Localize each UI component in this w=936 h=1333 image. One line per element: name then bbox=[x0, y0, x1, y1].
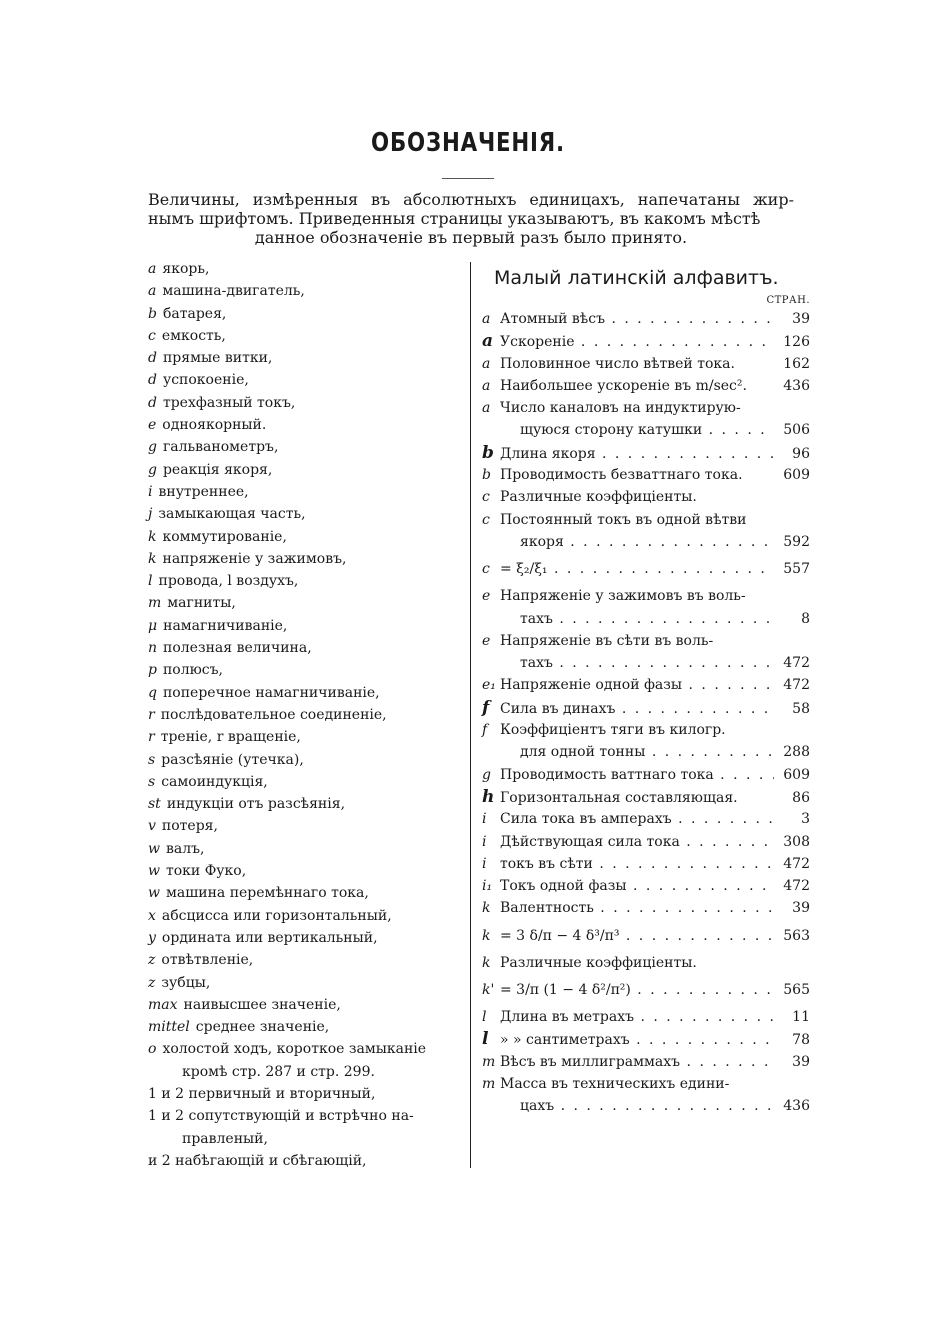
entry-symbol: c bbox=[482, 511, 490, 528]
entry-page: 563 bbox=[783, 927, 810, 944]
entry-description: для одной тонны . . . bbox=[500, 741, 774, 763]
entry-symbol: c bbox=[482, 489, 490, 506]
entry-symbol: h bbox=[482, 786, 495, 807]
entry-page: 557 bbox=[783, 561, 810, 578]
page-title: ОБОЗНАЧЕНІЯ. bbox=[371, 128, 565, 158]
symbol-meaning: послѣдовательное соединеніе, bbox=[160, 706, 387, 723]
entry-description: Горизонтальная составляющая. bbox=[500, 789, 738, 806]
entry-page: 609 bbox=[783, 766, 810, 783]
left-list-item bbox=[148, 749, 468, 771]
entry-symbol: k bbox=[482, 900, 491, 917]
symbol: c bbox=[148, 327, 156, 344]
entry-description: якоря . . . bbox=[500, 531, 774, 553]
symbol: k bbox=[148, 550, 157, 567]
left-list-item bbox=[148, 1016, 468, 1038]
left-list-item bbox=[148, 503, 468, 525]
entry-symbol: a bbox=[482, 355, 491, 372]
entry-symbol: g bbox=[482, 766, 491, 783]
symbol-meaning: успокоеніе, bbox=[162, 372, 249, 389]
entry-description: Коэффиціентъ тяги въ килогр. bbox=[500, 722, 726, 739]
entry-page: 86 bbox=[792, 789, 810, 806]
left-list-item bbox=[148, 905, 468, 927]
symbol: o bbox=[148, 1041, 157, 1058]
notation-entry bbox=[482, 442, 810, 464]
symbol-meaning: разсѣяніе (утечка), bbox=[161, 751, 304, 768]
entry-page: 472 bbox=[783, 878, 810, 895]
left-list-item bbox=[148, 369, 468, 391]
entry-page: 308 bbox=[783, 833, 810, 850]
entry-symbol: a bbox=[482, 311, 491, 327]
entry-page: 592 bbox=[783, 533, 810, 550]
notation-entry bbox=[482, 1095, 810, 1117]
entry-symbol: k' bbox=[482, 982, 495, 999]
left-list-item bbox=[148, 704, 468, 726]
symbol-meaning: кромѣ стр. 287 и стр. 299. bbox=[182, 1063, 375, 1080]
entry-description: = 3 δ/π − 4 δ³/π³ . . . bbox=[500, 920, 774, 952]
entry-page: 126 bbox=[783, 334, 810, 351]
notation-entry bbox=[482, 486, 810, 508]
left-list-item bbox=[148, 303, 468, 325]
entry-symbol: a bbox=[482, 331, 494, 352]
symbol: d bbox=[148, 372, 157, 389]
symbol-meaning: абсцисса или горизонтальный, bbox=[161, 907, 392, 924]
entry-description: = ξ₂/ξ₁ . . . bbox=[500, 553, 774, 585]
symbol-meaning: зубцы, bbox=[161, 974, 211, 991]
symbol-meaning: намагничиваніе, bbox=[163, 617, 288, 634]
symbol: μ bbox=[148, 617, 158, 634]
symbol-meaning: прямые витки, bbox=[162, 350, 273, 367]
entry-symbol: e₁ bbox=[482, 677, 496, 694]
notation-entry bbox=[482, 719, 810, 741]
notation-entry bbox=[482, 553, 810, 585]
entry-page: 8 bbox=[801, 610, 810, 627]
entry-description: » » сантиметрахъ . . . bbox=[500, 1029, 774, 1051]
entry-description: Токъ одной фазы . . . bbox=[500, 875, 774, 897]
entry-description: Различные коэффиціенты. bbox=[500, 489, 697, 506]
symbol: e bbox=[148, 417, 157, 434]
entry-symbol: m bbox=[482, 1075, 496, 1092]
entry-description: Напряженіе въ сѣти въ воль- bbox=[500, 632, 714, 649]
symbol: s bbox=[148, 751, 156, 768]
left-list-item bbox=[148, 1061, 468, 1083]
symbol: r bbox=[148, 729, 155, 746]
symbol-meaning: машина-двигатель, bbox=[162, 283, 305, 300]
left-list-item bbox=[148, 771, 468, 793]
left-list-item bbox=[148, 392, 468, 414]
left-list-item bbox=[148, 994, 468, 1016]
entry-page: 565 bbox=[783, 982, 810, 999]
entry-description: = 3/π (1 − 4 δ²/π²) . . . bbox=[500, 974, 774, 1006]
symbol-meaning: полюсъ, bbox=[162, 662, 224, 679]
entry-page: 472 bbox=[783, 677, 810, 694]
entry-symbol: f bbox=[482, 722, 488, 739]
notation-entry bbox=[482, 808, 810, 830]
entry-page: 39 bbox=[792, 1053, 810, 1070]
entry-page: 96 bbox=[792, 445, 810, 462]
entry-page: 436 bbox=[783, 377, 810, 394]
symbol: b bbox=[148, 305, 157, 322]
entry-symbol: a bbox=[482, 400, 491, 417]
symbol-meaning: самоиндукція, bbox=[161, 773, 268, 790]
symbol: d bbox=[148, 394, 157, 411]
symbol: l bbox=[148, 573, 153, 590]
symbol: n bbox=[148, 640, 158, 657]
entry-page: 162 bbox=[783, 355, 810, 372]
right-column bbox=[482, 262, 810, 1118]
entry-page: 11 bbox=[792, 1009, 810, 1026]
symbol-meaning: наивысшее значеніе, bbox=[183, 996, 341, 1013]
entry-description: Длина якоря . . . bbox=[500, 443, 774, 465]
entry-description: Ускореніе . . . bbox=[500, 331, 774, 353]
symbol-meaning: и 2 набѣгающій и сбѣгающій, bbox=[148, 1152, 367, 1169]
symbol: w bbox=[148, 885, 160, 902]
symbol-meaning: якорь, bbox=[162, 261, 210, 277]
left-list-item bbox=[148, 659, 468, 681]
entry-description: Постоянный токъ въ одной вѣтви bbox=[500, 511, 747, 528]
entry-page: 609 bbox=[783, 467, 810, 484]
symbol: r bbox=[148, 706, 155, 723]
left-list-item bbox=[148, 347, 468, 369]
symbol: s bbox=[148, 773, 156, 790]
entry-page: 39 bbox=[792, 311, 810, 327]
entry-symbol: b bbox=[482, 442, 494, 463]
entry-description: Валентность . . . bbox=[500, 897, 774, 919]
notation-entry bbox=[482, 897, 810, 919]
entry-symbol: l bbox=[482, 1029, 489, 1050]
notation-entry bbox=[482, 697, 810, 719]
entry-description: Вѣсъ въ миллиграммахъ . . . bbox=[500, 1051, 774, 1073]
notation-entry bbox=[482, 920, 810, 952]
intro-line-2: нымъ шрифтомъ. Приведенныя страницы указываютъ, въ какомъ мѣстѣ bbox=[148, 209, 761, 228]
symbol: i bbox=[148, 483, 153, 500]
notation-entry bbox=[482, 952, 810, 974]
entry-symbol: l bbox=[482, 1009, 487, 1026]
notation-entry bbox=[482, 764, 810, 786]
left-list-item bbox=[148, 548, 468, 570]
symbol-meaning: потеря, bbox=[161, 818, 218, 835]
notation-entry bbox=[482, 1028, 810, 1050]
entry-page: 506 bbox=[783, 422, 810, 439]
symbol: a bbox=[148, 283, 157, 300]
symbol-meaning: валъ, bbox=[165, 840, 205, 857]
left-list-item bbox=[148, 882, 468, 904]
section-heading: Малый латинскій алфавитъ. bbox=[494, 267, 779, 289]
entry-description: токъ въ сѣти . . . bbox=[500, 853, 774, 875]
entry-symbol: e bbox=[482, 632, 491, 649]
symbol-meaning: среднее значеніе, bbox=[195, 1019, 330, 1036]
symbol-meaning: отвѣтвленіе, bbox=[161, 952, 254, 969]
left-list-item bbox=[148, 949, 468, 971]
left-list-item bbox=[148, 1083, 468, 1105]
left-list-item bbox=[148, 258, 468, 280]
intro-line-1: Величины, измѣренныя въ абсолютныхъ единицахъ, напечатаны жир- bbox=[148, 190, 794, 209]
entry-page: 78 bbox=[792, 1032, 810, 1049]
symbol-meaning: 1 и 2 сопутствующій и встрѣчно на- bbox=[148, 1108, 414, 1125]
entry-page: 3 bbox=[801, 811, 810, 828]
entry-page: 58 bbox=[792, 700, 810, 717]
symbol: q bbox=[148, 684, 157, 701]
symbol-meaning: ордината или вертикальный, bbox=[161, 929, 378, 946]
symbol-meaning: батарея, bbox=[162, 305, 227, 322]
page-column-header: СТРАН. bbox=[766, 295, 810, 306]
left-list-item bbox=[148, 481, 468, 503]
left-list-item bbox=[148, 1128, 468, 1150]
symbol: z bbox=[148, 952, 156, 969]
intro-paragraph bbox=[148, 190, 794, 247]
entry-description: Масса въ техническихъ едини- bbox=[500, 1075, 730, 1092]
symbol-meaning: токи Фуко, bbox=[165, 863, 247, 880]
symbol-meaning: напряженіе у зажимовъ, bbox=[162, 550, 347, 567]
entry-symbol: i₁ bbox=[482, 878, 493, 895]
entry-description: цахъ . . . bbox=[500, 1095, 774, 1117]
left-list-item bbox=[148, 860, 468, 882]
entry-description: Атомный вѣсъ . . . bbox=[500, 308, 774, 330]
symbol-meaning: магниты, bbox=[167, 595, 236, 612]
symbol: m bbox=[148, 595, 162, 612]
left-list-item bbox=[148, 615, 468, 637]
notation-entry bbox=[482, 974, 810, 1006]
entry-description: Различные коэффиціенты. bbox=[500, 954, 697, 971]
entry-symbol: i bbox=[482, 855, 487, 872]
entry-description: Наибольшее ускореніе въ m/sec². bbox=[500, 377, 747, 394]
symbol-meaning: поперечное намагничиваніе, bbox=[162, 684, 380, 701]
entry-page: 288 bbox=[783, 744, 810, 761]
entry-page: 472 bbox=[783, 855, 810, 872]
left-list-item bbox=[148, 726, 468, 748]
entry-description: Напряженіе одной фазы . . . bbox=[500, 674, 774, 696]
symbol: p bbox=[148, 662, 157, 679]
entry-description: тахъ . . . bbox=[500, 652, 774, 674]
symbol: j bbox=[148, 506, 153, 523]
notation-entry bbox=[482, 1006, 810, 1028]
left-list-item bbox=[148, 838, 468, 860]
left-list-item bbox=[148, 325, 468, 347]
symbol-meaning: полезная величина, bbox=[163, 640, 312, 657]
entry-description: Сила въ динахъ . . . bbox=[500, 698, 774, 720]
symbol: g bbox=[148, 439, 157, 456]
symbol-meaning: треніе, r вращеніе, bbox=[160, 729, 301, 746]
left-symbol-list bbox=[148, 258, 468, 1172]
notation-entry bbox=[482, 419, 810, 441]
intro-line-3: данное обозначеніе въ первый разъ было принято. bbox=[254, 228, 688, 247]
symbol: w bbox=[148, 840, 160, 857]
symbol: a bbox=[148, 261, 157, 277]
entry-description: Сила тока въ амперахъ . . . bbox=[500, 808, 774, 830]
notation-entry bbox=[482, 531, 810, 553]
entry-description: Длина въ метрахъ . . . bbox=[500, 1006, 774, 1028]
notation-entry bbox=[482, 353, 810, 375]
entry-description: Число каналовъ на индуктирую- bbox=[500, 400, 741, 417]
notation-entry bbox=[482, 786, 810, 808]
left-list-item bbox=[148, 436, 468, 458]
left-list-item bbox=[148, 414, 468, 436]
notation-entry bbox=[482, 1051, 810, 1073]
notation-entry bbox=[482, 375, 810, 397]
entry-symbol: c bbox=[482, 561, 490, 578]
entry-description: Дѣйствующая сила тока . . . bbox=[500, 831, 774, 853]
symbol: z bbox=[148, 974, 156, 991]
left-list-item bbox=[148, 815, 468, 837]
notation-entry bbox=[482, 308, 810, 330]
symbol-meaning: 1 и 2 первичный и вторичный, bbox=[148, 1085, 376, 1102]
entry-symbol: k bbox=[482, 954, 491, 971]
left-list-item bbox=[148, 972, 468, 994]
entry-symbol: f bbox=[482, 697, 490, 718]
entry-list bbox=[482, 308, 810, 1118]
notation-entry bbox=[482, 397, 810, 419]
left-list-item bbox=[148, 793, 468, 815]
notation-entry bbox=[482, 674, 810, 696]
symbol-meaning: внутреннее, bbox=[158, 483, 249, 500]
symbol: k bbox=[148, 528, 157, 545]
left-list-item bbox=[148, 1038, 468, 1060]
left-list-item bbox=[148, 570, 468, 592]
symbol: x bbox=[148, 907, 156, 924]
entry-symbol: m bbox=[482, 1053, 496, 1070]
symbol-meaning: одноякорный. bbox=[162, 417, 267, 434]
entry-page: 472 bbox=[783, 655, 810, 672]
left-list-item bbox=[148, 459, 468, 481]
entry-description: Напряженіе у зажимовъ въ воль- bbox=[500, 588, 746, 605]
left-list-item bbox=[148, 682, 468, 704]
entry-symbol: i bbox=[482, 811, 487, 828]
notation-entry bbox=[482, 1073, 810, 1095]
notation-entry bbox=[482, 875, 810, 897]
symbol-meaning: емкость, bbox=[161, 327, 226, 344]
symbol-meaning: замыкающая часть, bbox=[158, 506, 306, 523]
notation-entry bbox=[482, 741, 810, 763]
left-list-item bbox=[148, 927, 468, 949]
notation-entry bbox=[482, 330, 810, 352]
entry-symbol: e bbox=[482, 588, 491, 605]
notation-entry bbox=[482, 853, 810, 875]
symbol-meaning: гальванометръ, bbox=[162, 439, 279, 456]
left-list-item bbox=[148, 637, 468, 659]
entry-description: Половинное число вѣтвей тока. bbox=[500, 355, 735, 372]
left-list-item bbox=[148, 592, 468, 614]
title-rule bbox=[442, 178, 494, 179]
left-list-item bbox=[148, 526, 468, 548]
entry-symbol: a bbox=[482, 377, 491, 394]
left-list-item bbox=[148, 1150, 468, 1172]
column-divider bbox=[470, 262, 471, 1168]
entry-page: 39 bbox=[792, 900, 810, 917]
symbol-meaning: реакція якоря, bbox=[162, 461, 273, 478]
symbol: y bbox=[148, 929, 156, 946]
symbol-meaning: индукціи отъ разсѣянія, bbox=[166, 796, 346, 813]
symbol: g bbox=[148, 461, 157, 478]
notation-entry bbox=[482, 630, 810, 652]
entry-description: тахъ . . . bbox=[500, 608, 774, 630]
symbol: v bbox=[148, 818, 156, 835]
symbol-meaning: трехфазный токъ, bbox=[162, 394, 296, 411]
symbol-meaning: правленый, bbox=[182, 1130, 268, 1147]
left-list-item bbox=[148, 280, 468, 302]
symbol: st bbox=[148, 796, 161, 813]
symbol-meaning: провода, l воздухъ, bbox=[158, 573, 299, 590]
notation-entry bbox=[482, 652, 810, 674]
entry-page: 436 bbox=[783, 1098, 810, 1115]
symbol: d bbox=[148, 350, 157, 367]
notation-entry bbox=[482, 464, 810, 486]
symbol: w bbox=[148, 863, 160, 880]
entry-symbol: k bbox=[482, 927, 491, 944]
entry-description: Проводимость безваттнаго тока. bbox=[500, 467, 743, 484]
symbol: mittel bbox=[148, 1019, 190, 1036]
entry-description: Проводимость ваттнаго тока . . . bbox=[500, 764, 774, 786]
left-list-item bbox=[148, 1105, 468, 1127]
symbol: max bbox=[148, 996, 178, 1013]
entry-symbol: i bbox=[482, 833, 487, 850]
symbol-meaning: машина перемѣннаго тока, bbox=[165, 885, 369, 902]
entry-symbol: b bbox=[482, 467, 491, 484]
symbol-meaning: коммутированіе, bbox=[162, 528, 287, 545]
notation-entry bbox=[482, 608, 810, 630]
symbol-meaning: холостой ходъ, короткое замыканіе bbox=[162, 1041, 427, 1058]
entry-description: щуюся сторону катушки . . . bbox=[500, 419, 774, 441]
notation-entry bbox=[482, 509, 810, 531]
notation-entry bbox=[482, 585, 810, 607]
notation-entry bbox=[482, 831, 810, 853]
